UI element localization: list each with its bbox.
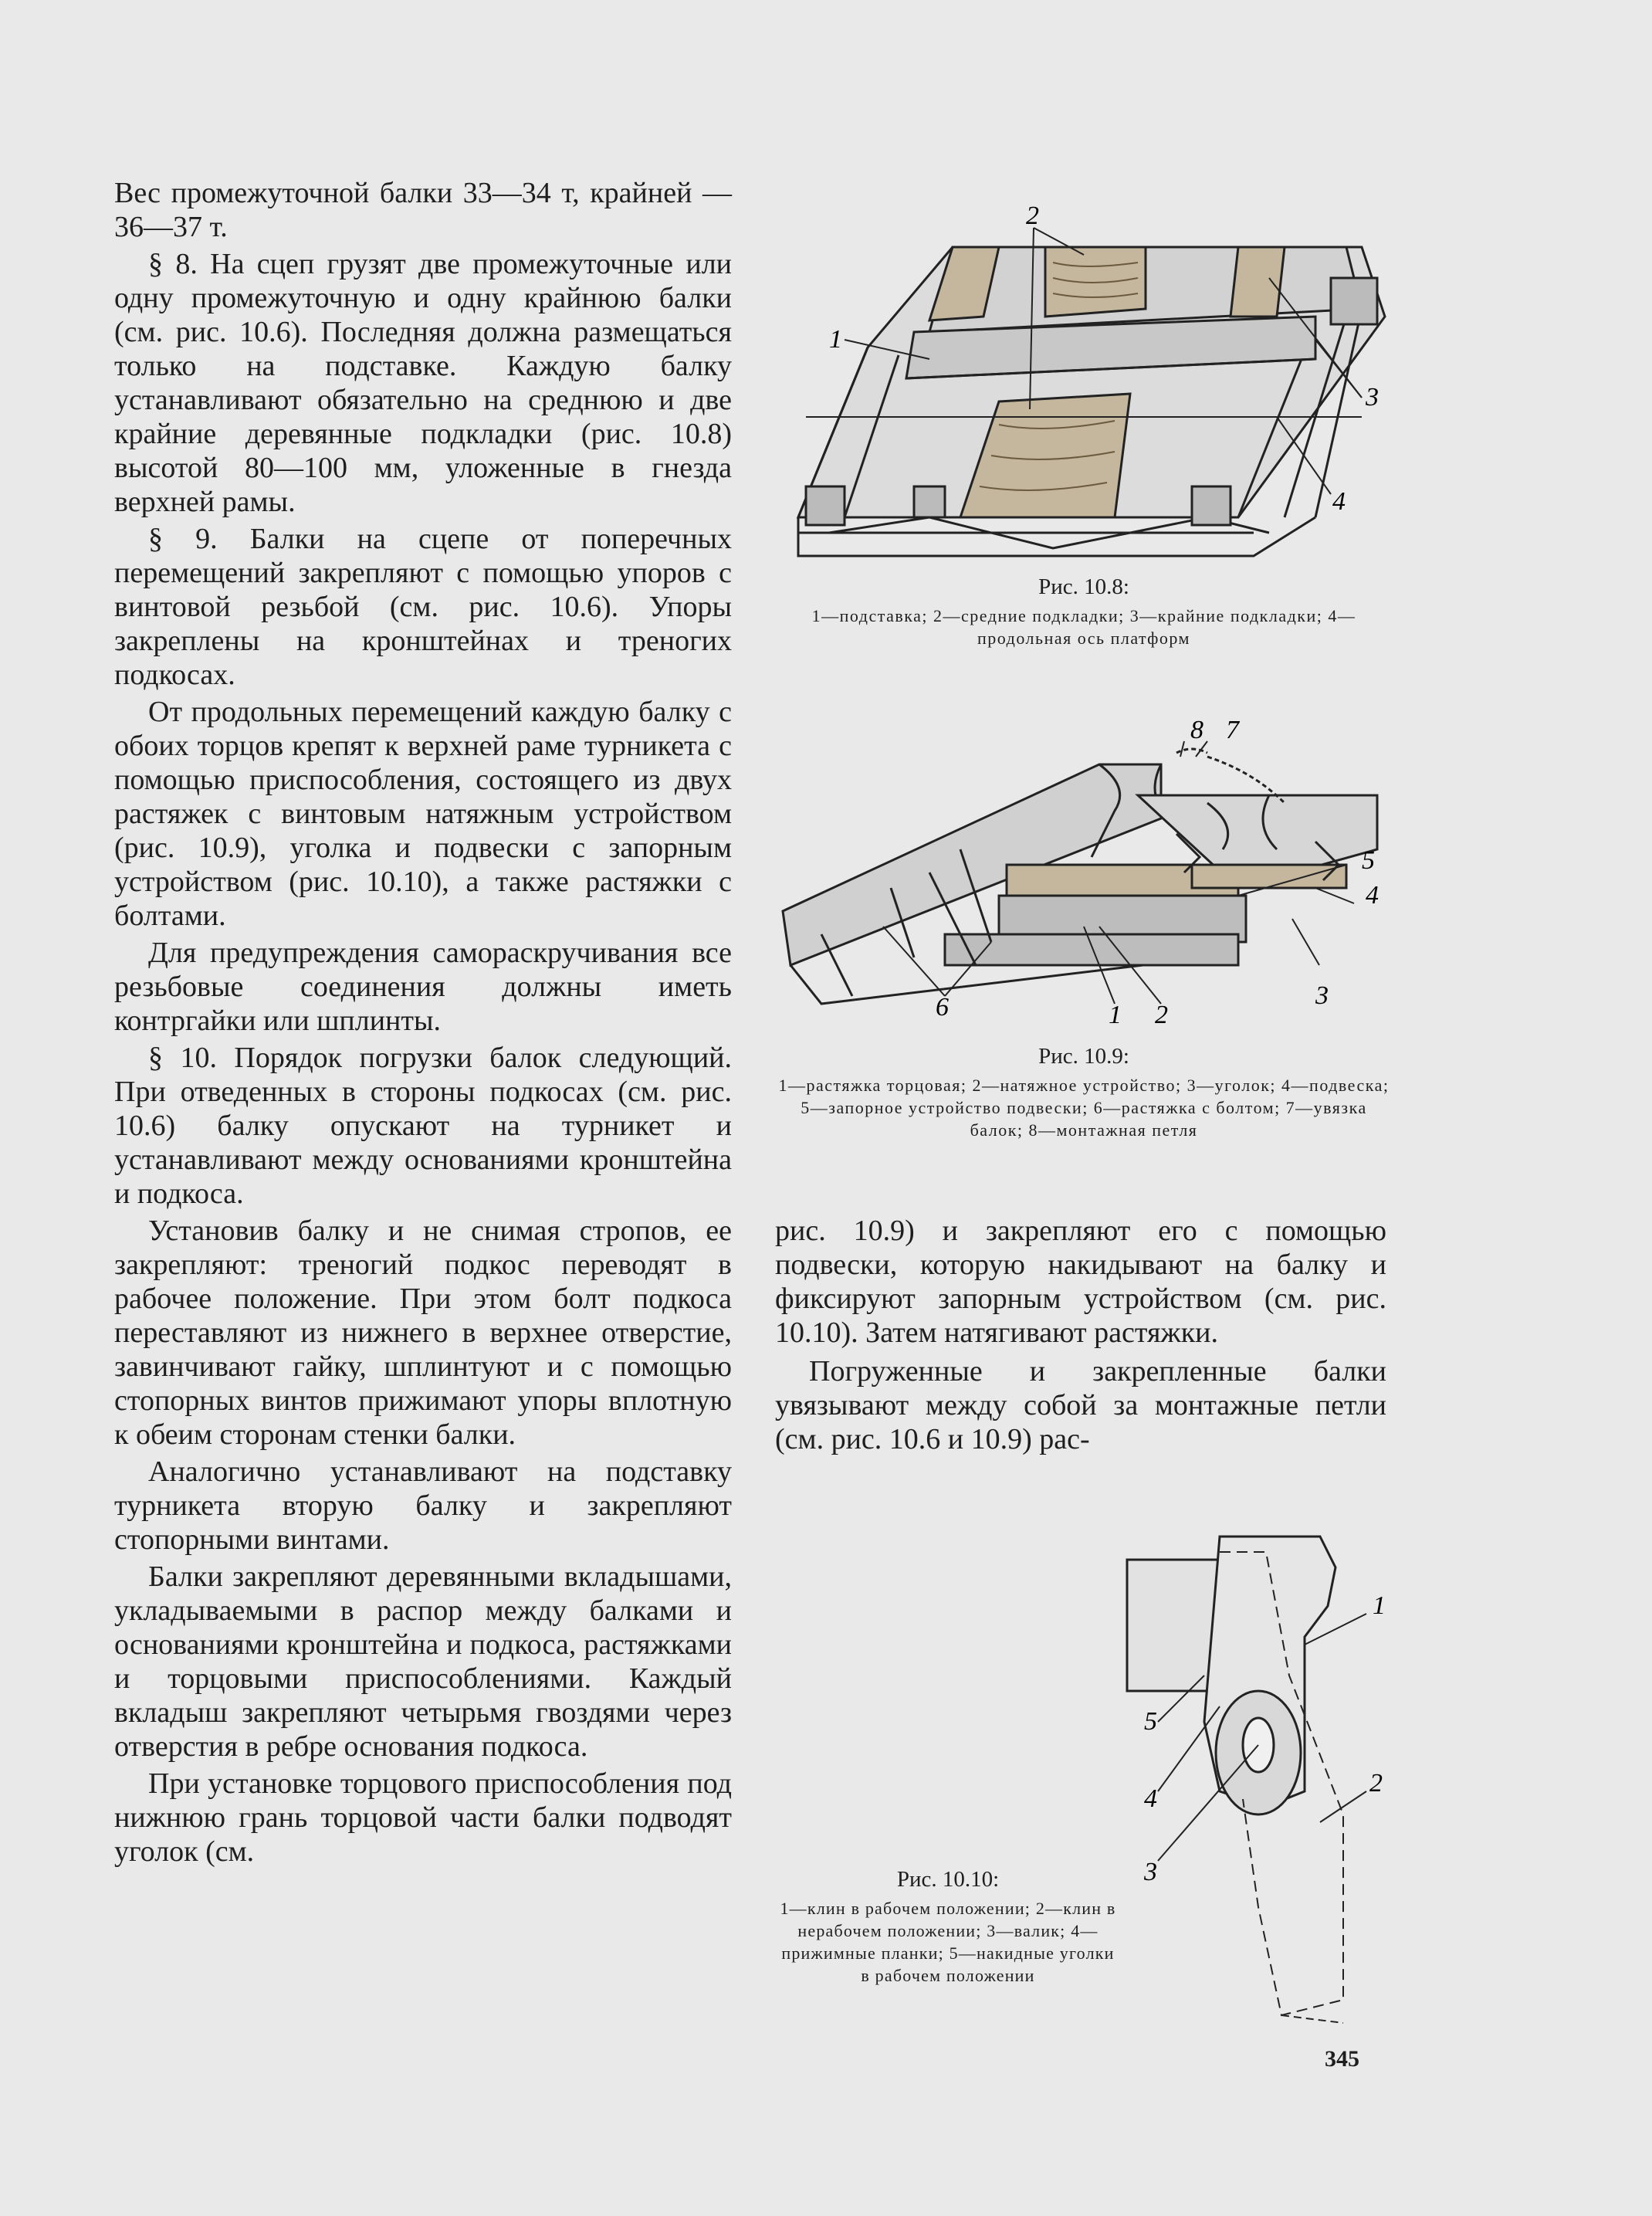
left-text-column [114, 176, 732, 1872]
fig-10-9-label-2: 2 [1155, 1001, 1168, 1029]
fig-10-9-label-1: 1 [1109, 1001, 1122, 1029]
fig-10-8-label-2: 2 [1026, 202, 1039, 230]
fig-10-10-label-2: 2 [1369, 1769, 1383, 1798]
paragraph: От продольных перемещений каждую балку с обоих торцов крепят к верхней раме турникета с помощью приспособления, состоящего из двух растяжек с винтовым натяжным устройством (рис. 10.9), уголка и подвески с запорным устройством (рис. 10.10), а также растяжки с болтами. [114, 696, 732, 932]
paragraph: Установив балку и не снимая стропов, ее закрепляют: треногий подкос переводят в рабочее положение. При этом болт подкоса переставляют из нижнего в верхнее отверстие, завинчивают гайку, шплинтуют и с помощью стопорных винтов прижимают упоры вплотную к обеим сторонам стенки балки. [114, 1215, 732, 1451]
figure-10-10-caption: 1—клин в рабочем положении; 2—клин в нерабочем положении; 3—валик; 4—прижимные планки; 5—накидные уголки в рабочем положении [780, 1899, 1116, 1985]
paragraph: Аналогично устанавливают на подставку турникета вторую балку и закрепляют стопорными винтами. [114, 1455, 732, 1556]
paragraph: § 8. На сцеп грузят две промежуточные или одну промежуточную и одну крайнюю балки (см. рис. 10.6). Последняя должна размещаться только на подставке. Каждую балку устанавливают обязательно на среднюю и две крайние деревянные подкладки (рис. 10.8) высотой 80—100 мм, уложенные в гнезда верхней рамы. [114, 248, 732, 518]
fig-10-8-label-3: 3 [1366, 383, 1379, 412]
paragraph: рис. 10.9) и закрепляют его с помощью подвески, которую накидывают на балку и фиксируют запорным устройством (см. рис. 10.10). Затем натягивают растяжки. [775, 1215, 1386, 1349]
paragraph: Балки закрепляют деревянными вкладышами, укладываемыми в распор между балками и основаниями кронштейна и подкоса, растяжками и торцовыми приспособлениями. Каждый вкладыш закрепляют четырьмя гвоздями через отверстия в ребре основания подкоса. [114, 1560, 732, 1763]
paragraph: § 10. Порядок погрузки балок следующий. При отведенных в стороны подкосах (см. рис. 10.6) балку опускают на турникет и устанавливают между основаниями кронштейна и подкоса. [114, 1042, 732, 1210]
fig-10-9-label-6: 6 [936, 993, 949, 1022]
fig-10-10-label-3: 3 [1144, 1858, 1157, 1886]
paragraph: Вес промежуточной балки 33—34 т, крайней — 36—37 т. [114, 177, 732, 243]
paragraph: При установке торцового приспособления под нижнюю грань торцовой части балки подводят уголок (см. [114, 1767, 732, 1868]
figure-10-8-drawing [775, 193, 1393, 564]
paragraph: Погруженные и закрепленные балки увязывают между собой за монтажные петли (см. рис. 10.6 и 10.9) рас- [775, 1355, 1386, 1455]
fig-10-9-label-4: 4 [1366, 881, 1379, 910]
fig-10-10-label-4: 4 [1144, 1784, 1157, 1813]
figure-10-9-drawing [775, 710, 1393, 1035]
fig-10-8-label-4: 4 [1332, 487, 1346, 516]
fig-10-10-label-1: 1 [1373, 1591, 1386, 1620]
figure-10-9-caption: 1—растяжка торцовая; 2—натяжное устройство; 3—уголок; 4—подвеска; 5—запорное устройство подвески; 6—растяжка с болтом; 7—увязка балок; 8—монтажная петля [778, 1076, 1390, 1140]
figure-10-8-caption: 1—подставка; 2—средние подкладки; 3—крайние подкладки; 4—продольная ось платформ [811, 606, 1356, 648]
figure-10-8-title: Рис. 10.8: [1038, 574, 1129, 599]
fig-10-9-label-8: 8 [1190, 716, 1203, 744]
paragraph: § 9. Балки на сцепе от поперечных перемещений закрепляют с помощью упоров с винтовой резьбой (см. рис. 10.6). Упоры закреплены на кронштейнах и треногих подкосах. [114, 523, 732, 691]
fig-10-8-label-1: 1 [829, 325, 842, 354]
page-number: 345 [1325, 2046, 1359, 2072]
figure-10-9 [775, 710, 1393, 1141]
fig-10-9-label-3: 3 [1315, 981, 1329, 1010]
fig-10-9-label-7: 7 [1226, 716, 1239, 744]
figure-10-10-drawing [1112, 1521, 1390, 2046]
figure-10-10 [1112, 1521, 1390, 2046]
figure-10-8 [775, 193, 1393, 649]
fig-10-10-label-5: 5 [1144, 1707, 1157, 1736]
right-text-column [775, 1214, 1386, 1461]
figure-10-10-caption-block [775, 1867, 1121, 1987]
paragraph: Для предупреждения самораскручивания все резьбовые соединения должны иметь контргайки или шплинты. [114, 937, 732, 1037]
fig-10-9-label-5: 5 [1362, 846, 1375, 875]
figure-10-10-title: Рис. 10.10: [896, 1867, 1000, 1892]
figure-10-9-title: Рис. 10.9: [1038, 1044, 1129, 1069]
